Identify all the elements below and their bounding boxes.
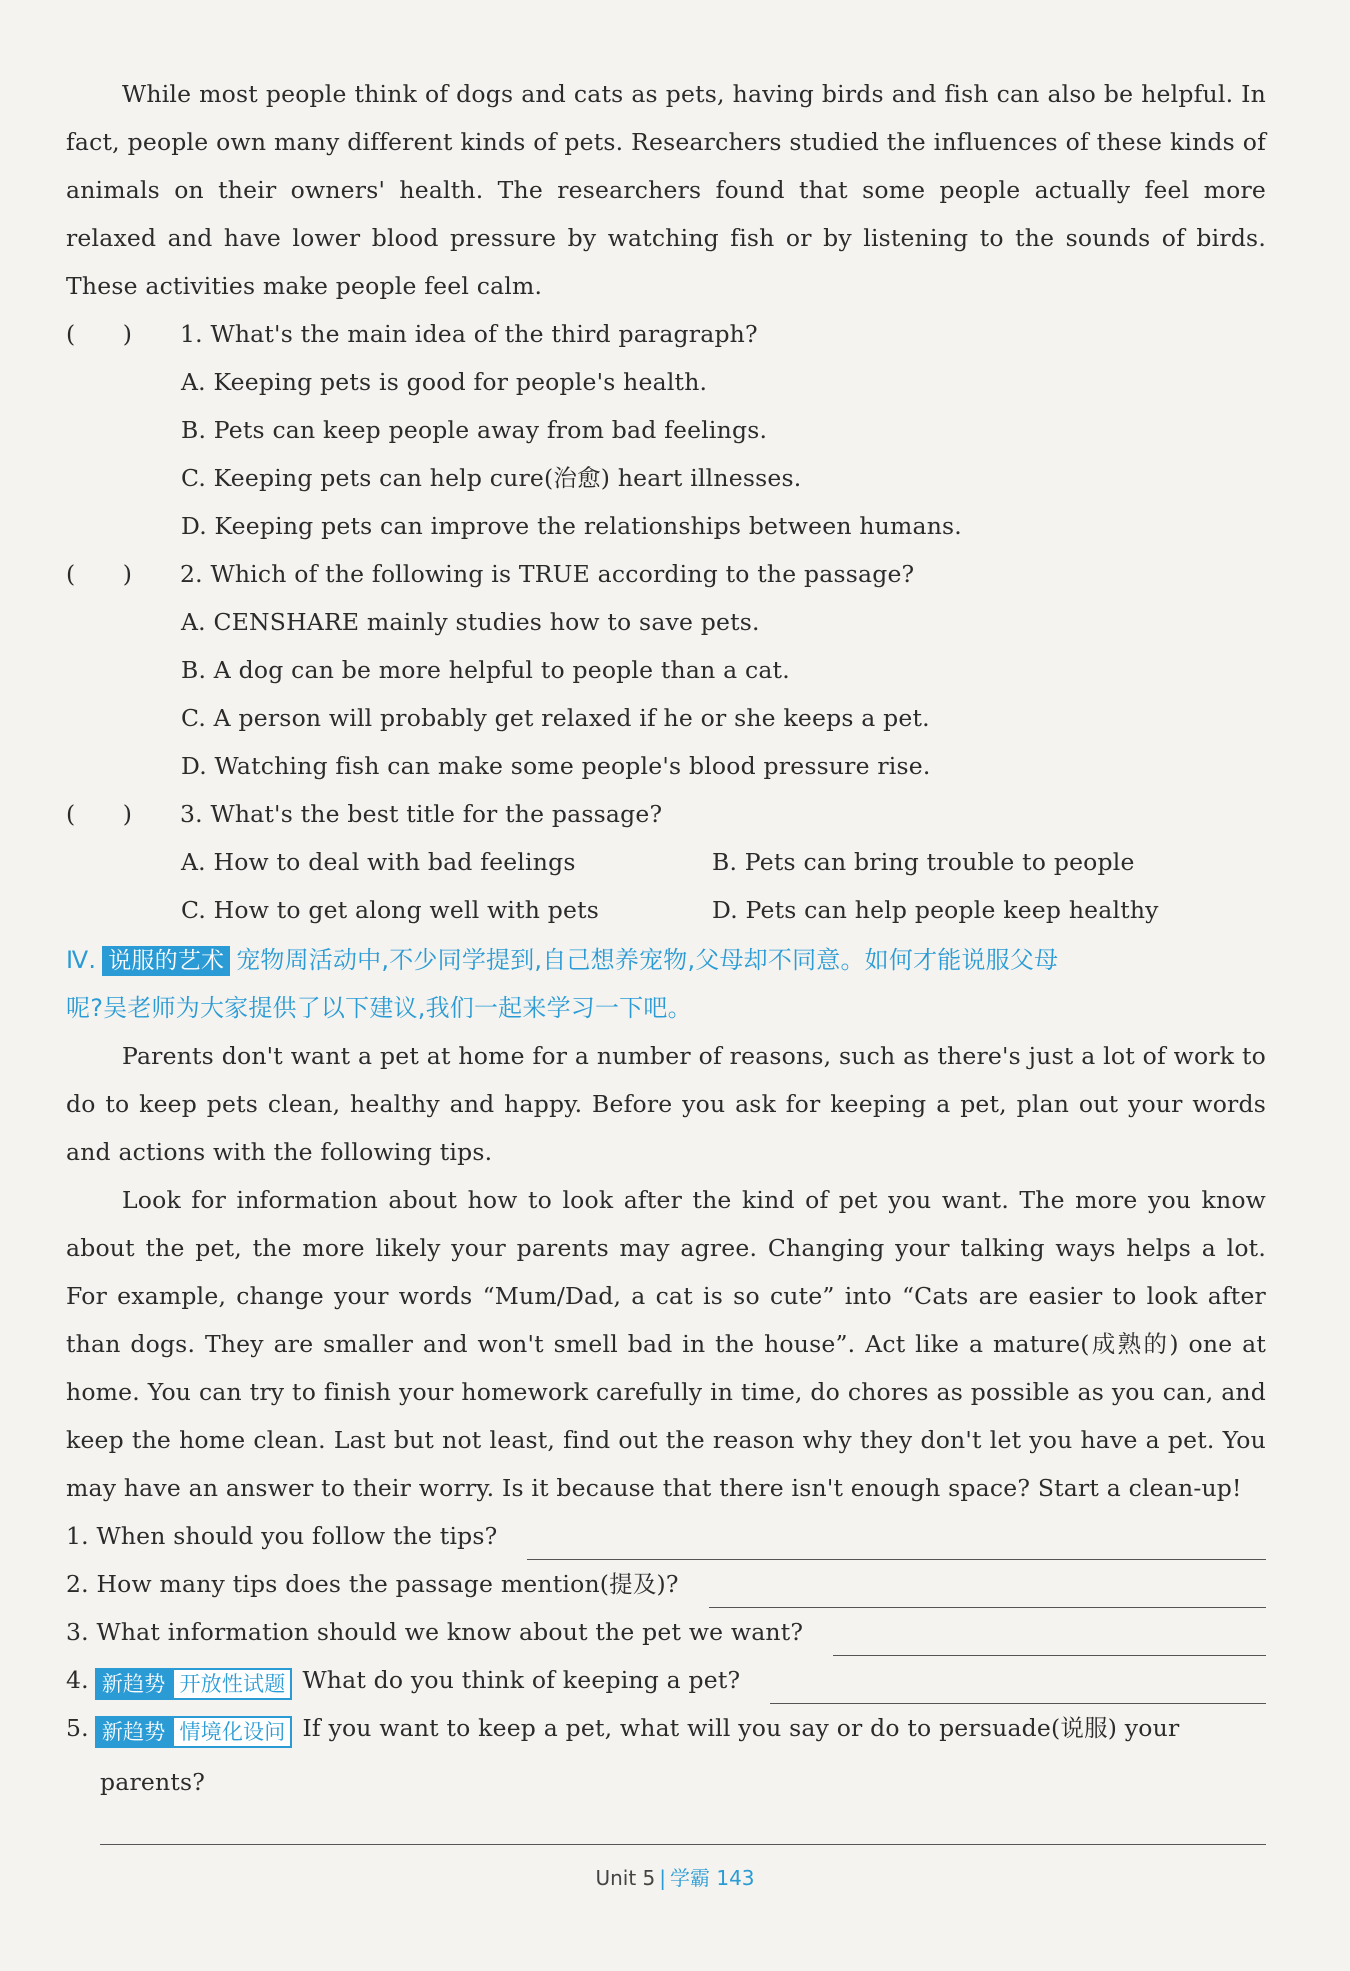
- question-number: 4.: [66, 1666, 89, 1694]
- page-content: [66, 70, 1266, 1806]
- option-b: B. Pets can bring trouble to people: [712, 848, 1135, 876]
- trend-tag: 新趋势: [95, 1668, 173, 1700]
- section-number: Ⅳ.: [66, 946, 97, 974]
- type-tag: 开放性试题: [172, 1668, 292, 1700]
- question-text: 1. What's the main idea of the third paragraph?: [180, 320, 758, 348]
- option-b: B. Pets can keep people away from bad feelings.: [181, 416, 768, 444]
- answer-line[interactable]: [833, 1621, 1266, 1656]
- option-d: D. Keeping pets can improve the relationships between humans.: [181, 512, 962, 540]
- question-text: 2. How many tips does the passage mention(提及)?: [66, 1570, 679, 1598]
- unit-label: Unit 5: [595, 1866, 656, 1890]
- brand-label: 学霸: [670, 1866, 710, 1890]
- section-4-heading: [66, 936, 1266, 1032]
- question-text: 2. Which of the following is TRUE according to the passage?: [180, 560, 915, 588]
- passage-paragraph-1: Parents don't want a pet at home for a number of reasons, such as there's just a lot of work to do to keep pets clean, healthy and happy. Before you ask for keeping a pet, plan out your words and actions with the following tips.: [66, 1042, 1266, 1166]
- option-b: B. A dog can be more helpful to people than a cat.: [181, 656, 790, 684]
- type-tag: 情境化设问: [172, 1716, 292, 1748]
- short-answer-2: [66, 1560, 1266, 1608]
- passage-paragraph-top: While most people think of dogs and cats as pets, having birds and fish can also be helpful. In fact, people own many different kinds of pets. Researchers studied the influences of these kinds of animals on their owners' health. The researchers found that some people actually feel more relaxed and have lower blood pressure by watching fish or by listening to the sounds of birds. These activities make people feel calm.: [66, 80, 1266, 300]
- question-1: [66, 310, 1266, 358]
- answer-line[interactable]: [709, 1573, 1266, 1608]
- answer-bracket[interactable]: ( ): [66, 800, 133, 828]
- short-answer-4: [66, 1656, 1266, 1704]
- question-text: 3. What's the best title for the passage?: [180, 800, 663, 828]
- option-c: C. Keeping pets can help cure(治愈) heart illnesses.: [181, 464, 802, 492]
- answer-line[interactable]: [527, 1525, 1266, 1560]
- question-tag: [95, 1716, 301, 1748]
- option-a: A. How to deal with bad feelings: [181, 848, 576, 876]
- question-text: If you want to keep a pet, what will you say or do to persuade(说服) your: [302, 1714, 1180, 1742]
- short-answer-5: [66, 1704, 1266, 1752]
- question-text: What do you think of keeping a pet?: [302, 1666, 741, 1694]
- short-answer-1: [66, 1512, 1266, 1560]
- footer-separator: |: [659, 1866, 666, 1890]
- short-answer-3: [66, 1608, 1266, 1656]
- options-row-2: [66, 886, 1266, 934]
- option-d: D. Pets can help people keep healthy: [712, 896, 1159, 924]
- section-intro-line1: 宠物周活动中,不少同学提到,自己想养宠物,父母却不同意。如何才能说服父母: [236, 946, 1059, 974]
- answer-line[interactable]: [770, 1669, 1266, 1704]
- question-text-continued: parents?: [100, 1768, 206, 1796]
- answer-line[interactable]: [100, 1844, 1266, 1845]
- option-a: A. CENSHARE mainly studies how to save pets.: [181, 608, 760, 636]
- section-intro-line2: 呢?吴老师为大家提供了以下建议,我们一起来学习一下吧。: [66, 994, 692, 1022]
- answer-bracket[interactable]: ( ): [66, 320, 133, 348]
- answer-bracket[interactable]: ( ): [66, 560, 133, 588]
- question-tag: [95, 1668, 301, 1700]
- section-badge: 说服的艺术: [102, 946, 230, 976]
- question-number: 5.: [66, 1714, 89, 1742]
- passage-paragraph-2: Look for information about how to look after the kind of pet you want. The more you know about the pet, the more likely your parents may agree. Changing your talking ways helps a lot. For example, change your words “Mum/Dad, a cat is so cute” into “Cats are easier to look after than dogs. They are smaller and won't smell bad in the house”. Act like a mature(成熟的) one at home. You can try to finish your homework carefully in time, do chores as possible as you can, and keep the home clean. Last but not least, find out the reason why they don't let you have a pet. You may have an answer to their worry. Is it because that there isn't enough space? Start a clean-up!: [66, 1186, 1266, 1502]
- page-footer: [0, 1862, 1350, 1891]
- option-a: A. Keeping pets is good for people's health.: [181, 368, 708, 396]
- page-number: 143: [716, 1866, 755, 1890]
- option-c: C. How to get along well with pets: [181, 896, 600, 924]
- options-row-1: [66, 838, 1266, 886]
- question-3: [66, 790, 1266, 838]
- question-2: [66, 550, 1266, 598]
- question-text: 1. When should you follow the tips?: [66, 1522, 498, 1550]
- question-text: 3. What information should we know about the pet we want?: [66, 1618, 804, 1646]
- option-c: C. A person will probably get relaxed if he or she keeps a pet.: [181, 704, 930, 732]
- option-d: D. Watching fish can make some people's blood pressure rise.: [181, 752, 931, 780]
- trend-tag: 新趋势: [95, 1716, 173, 1748]
